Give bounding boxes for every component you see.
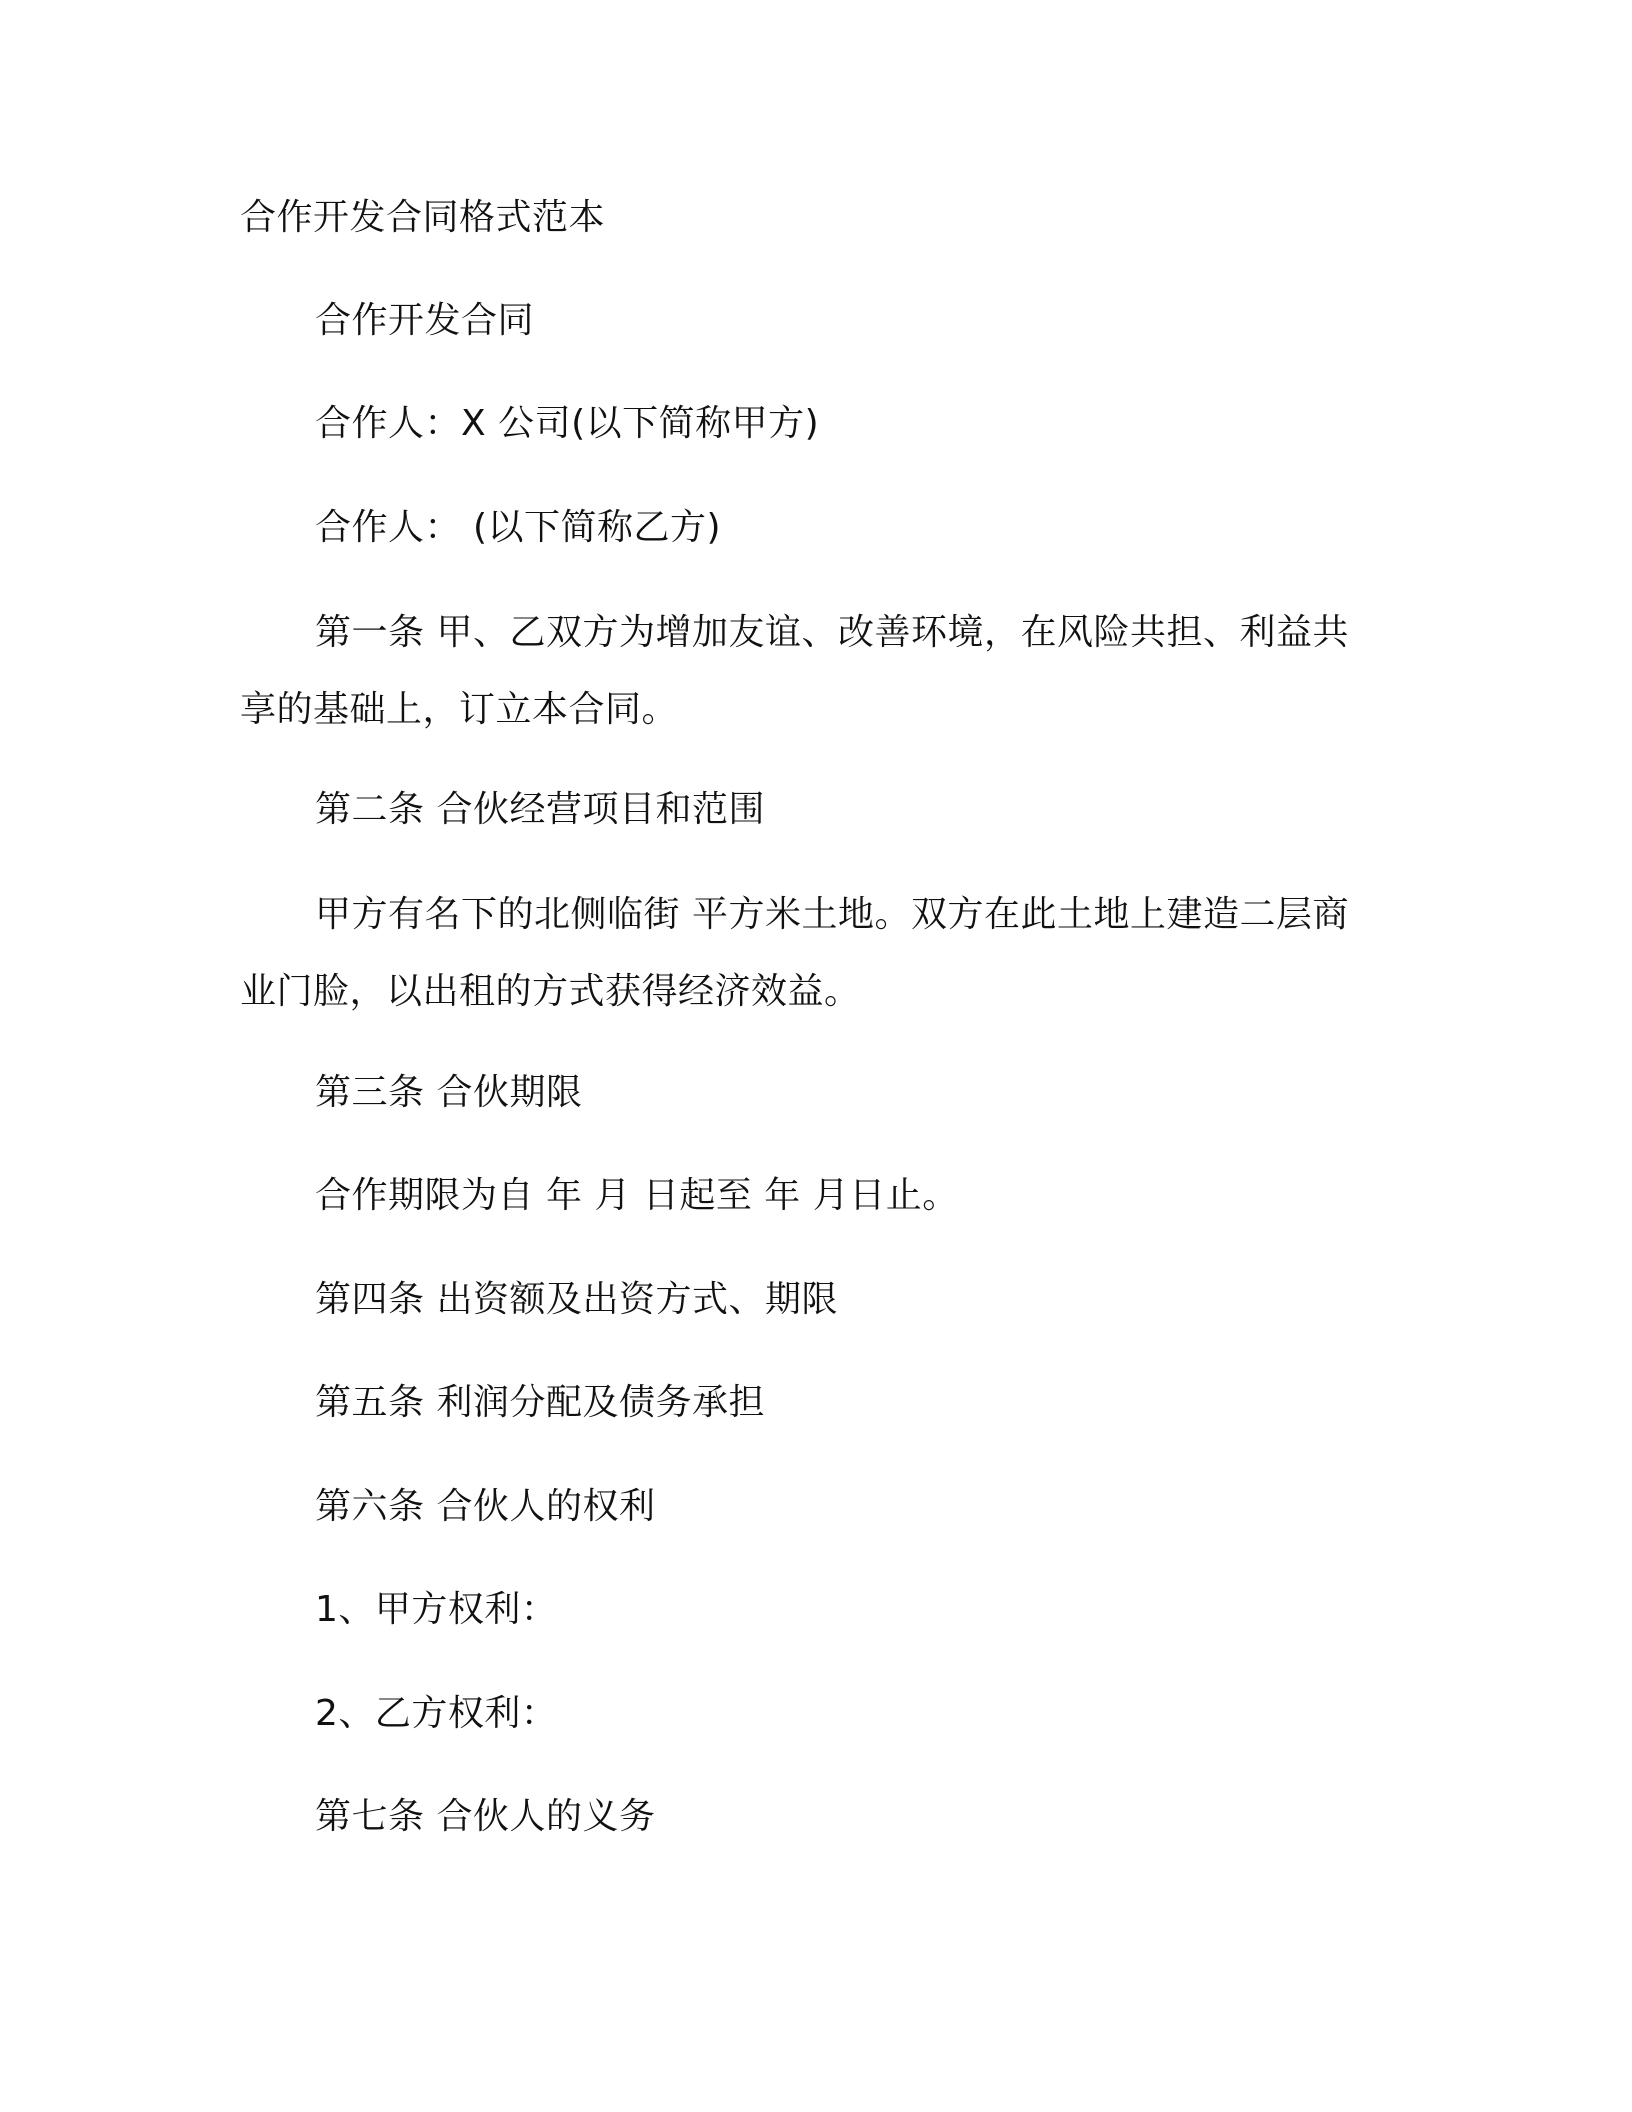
article-6-item-1: 1、甲方权利： (315, 1589, 558, 1630)
article-7-title: 第七条 合伙人的义务 (315, 1796, 656, 1837)
party-a-line: 合作人：X 公司(以下简称甲方) (315, 403, 820, 444)
article-4-title: 第四条 出资额及出资方式、期限 (315, 1279, 838, 1320)
article-2-title: 第二条 合伙经营项目和范围 (315, 789, 765, 830)
article-5-title: 第五条 利润分配及债务承担 (315, 1382, 765, 1423)
article-3-title: 第三条 合伙期限 (315, 1072, 583, 1113)
contract-heading: 合作开发合同 (315, 300, 535, 341)
article-3-paragraph: 合作期限为自 年 月 日起至 年 月日止。 (315, 1175, 959, 1216)
article-2-paragraph: 甲方有名下的北侧临街 平方米土地。双方在此土地上建造二层商业门脸，以出租的方式获得经济效益。 (240, 894, 1349, 1012)
document-title: 合作开发合同格式范本 (240, 197, 606, 238)
article-6-item-2: 2、乙方权利： (315, 1693, 558, 1734)
party-b-line: 合作人： (以下简称乙方) (315, 507, 722, 548)
article-1-paragraph: 第一条 甲、乙双方为增加友谊、改善环境，在风险共担、利益共享的基础上，订立本合同。 (240, 612, 1349, 730)
article-6-title: 第六条 合伙人的权利 (315, 1486, 656, 1527)
